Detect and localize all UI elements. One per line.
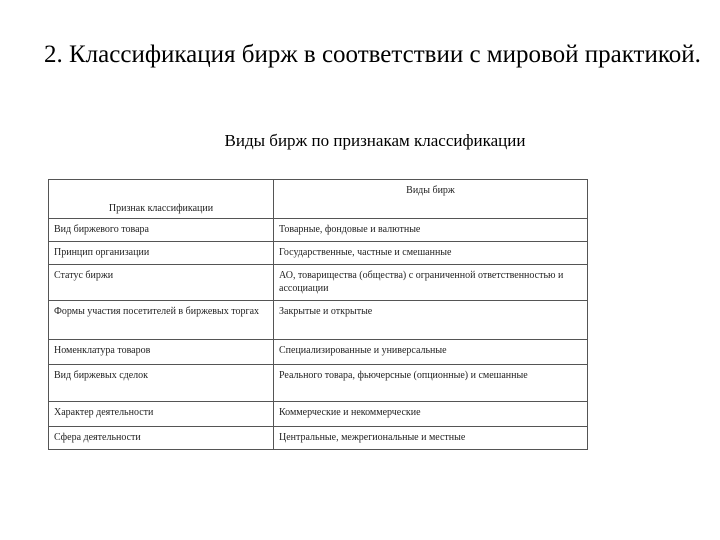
- criterion-cell: Принцип организации: [49, 242, 274, 265]
- table-row: [49, 340, 588, 365]
- table-row: [49, 427, 588, 450]
- classification-table: [48, 179, 588, 450]
- types-cell: Государственные, частные и смешанные: [274, 242, 588, 265]
- table-header-row: [49, 180, 588, 219]
- criterion-cell: Формы участия посетителей в биржевых торгах: [49, 301, 274, 340]
- types-cell: Товарные, фондовые и валютные: [274, 219, 588, 242]
- slide-title: 2. Классификация бирж в соответствии с мировой практикой.: [44, 41, 701, 68]
- criterion-cell: Сфера деятельности: [49, 427, 274, 450]
- types-cell: Центральные, межрегиональные и местные: [274, 427, 588, 450]
- criterion-cell: Вид биржевого товара: [49, 219, 274, 242]
- header-criterion: Признак классификации: [49, 180, 274, 219]
- table-caption: Виды бирж по признакам классификации: [224, 131, 526, 150]
- table-row: [49, 365, 588, 402]
- table-row: [49, 219, 588, 242]
- criterion-cell: Статус биржи: [49, 265, 274, 301]
- types-cell: АО, товарищества (общества) с ограниченной ответственностью и ассоциации: [274, 265, 588, 301]
- types-cell: Специализированные и универсальные: [274, 340, 588, 365]
- table-row: [49, 301, 588, 340]
- types-cell: Закрытые и открытые: [274, 301, 588, 340]
- types-cell: Реального товара, фьючерсные (опционные) и смешанные: [274, 365, 588, 402]
- header-types: Виды бирж: [274, 180, 588, 219]
- criterion-cell: Вид биржевых сделок: [49, 365, 274, 402]
- table-row: [49, 402, 588, 427]
- types-cell: Коммерческие и некоммерческие: [274, 402, 588, 427]
- criterion-cell: Характер деятельности: [49, 402, 274, 427]
- table-row: [49, 242, 588, 265]
- table-row: [49, 265, 588, 301]
- criterion-cell: Номенклатура товаров: [49, 340, 274, 365]
